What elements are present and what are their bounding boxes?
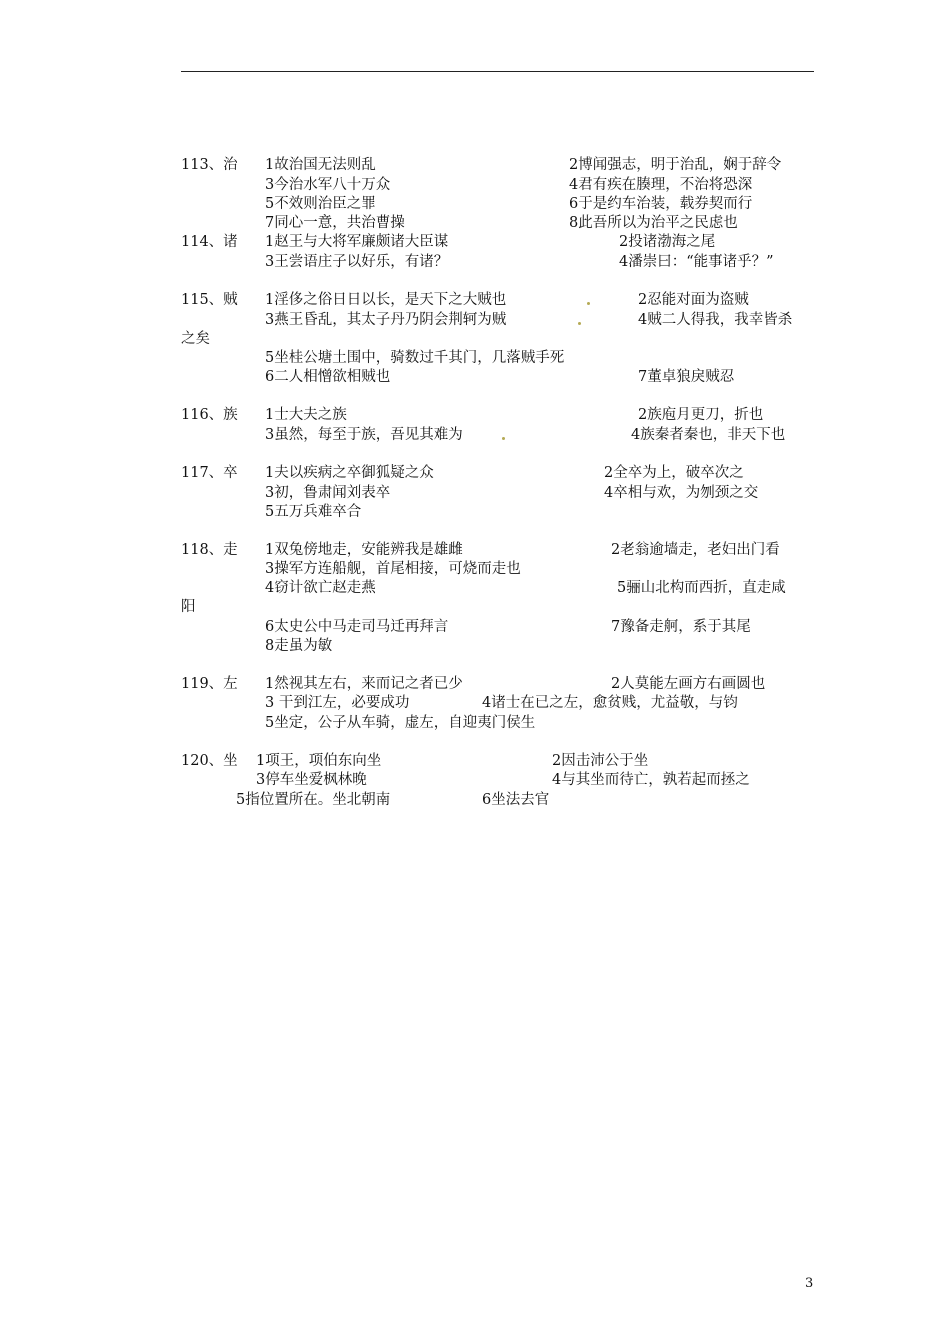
example-line: 3初，鲁肃闻刘表卒	[265, 485, 391, 501]
example-line: 1故治国无法则乱	[265, 157, 376, 173]
example-line: 8此吾所以为治平之民虑也	[569, 215, 738, 231]
entry-119-heading: 119、左	[181, 676, 238, 692]
example-line: 3 干到江左，必要成功	[265, 695, 410, 711]
example-line: 4君有疾在腠理，不治将恐深	[569, 177, 753, 193]
example-line: 1士大夫之族	[265, 407, 347, 423]
example-line: 4贼二人得我，我幸皆杀	[638, 312, 793, 328]
example-line: 1淫侈之俗日日以长，是天下之大贼也	[265, 292, 507, 308]
example-line: 1赵王与大将军廉颇诸大臣谋	[265, 234, 449, 250]
example-line: 4卒相与欢，为刎颈之交	[604, 485, 759, 501]
example-line: 2老翁逾墙走，老妇出门看	[611, 542, 780, 558]
example-line: 3操军方连船舰，首尾相接，可烧而走也	[265, 561, 521, 577]
example-line: 3虽然，每至于族，吾见其难为	[265, 427, 463, 443]
example-line: 6坐法去官	[482, 792, 550, 808]
example-line: 3王尝语庄子以好乐，有诸？	[265, 254, 449, 270]
example-line: 2博闻强志，明于治乱，娴于辞令	[569, 157, 782, 173]
example-line: 4族秦者秦也，非天下也	[631, 427, 786, 443]
example-line: 5指位置所在。坐北朝南	[236, 792, 391, 808]
header-rule	[181, 71, 814, 72]
entry-116-heading: 116、族	[181, 407, 238, 423]
example-line: 3停车坐爱枫林晚	[256, 772, 367, 788]
example-line: 7董卓狼戾贼忍	[638, 369, 735, 385]
ink-dot	[502, 437, 505, 440]
example-line: 8走虽为敏	[265, 638, 333, 654]
example-line: 6二人相憎欲相贼也	[265, 369, 391, 385]
example-line: 1项王，项伯东向坐	[256, 753, 382, 769]
example-line: 5不效则治臣之罪	[265, 196, 376, 212]
example-line: 5坐桂公塘土围中，骑数过千其门，几落贼手死	[265, 350, 565, 366]
ink-dot	[587, 302, 590, 305]
example-line: 1夫以疾病之卒御狐疑之众	[265, 465, 434, 481]
example-line: 7同心一意，共治曹操	[265, 215, 405, 231]
example-line: 6于是约车治装，载券契而行	[569, 196, 753, 212]
example-line: 2全卒为上，破卒次之	[604, 465, 744, 481]
entry-117-heading: 117、卒	[181, 465, 238, 481]
example-line: 1双兔傍地走，安能辨我是雄雌	[265, 542, 463, 558]
example-line: 4窃计欲亡赵走燕	[265, 580, 376, 596]
example-line: 2忍能对面为盗贼	[638, 292, 749, 308]
example-line: 2族庖月更刀，折也	[638, 407, 764, 423]
example-line: 4诸士在已之左，愈贫贱，尤益敬，与钧	[482, 695, 738, 711]
example-line: 5五万兵难卒合	[265, 504, 362, 520]
example-line: 5骊山北构而西折，直走咸	[617, 580, 786, 596]
entry-114-heading: 114、诸	[181, 234, 238, 250]
entry-113-heading: 113、治	[181, 157, 238, 173]
entry-120-heading: 120、坐	[181, 753, 238, 769]
example-line: 2投诸渤海之尾	[619, 234, 716, 250]
entry-118-heading: 118、走	[181, 542, 238, 558]
example-line: 7豫备走舸，系于其尾	[611, 619, 751, 635]
example-line: 3燕王昏乱，其太子丹乃阴会荆轲为贼	[265, 312, 507, 328]
ink-dot	[578, 322, 581, 325]
example-line: 4与其坐而待亡，孰若起而拯之	[552, 772, 750, 788]
example-line: 2人莫能左画方右画圆也	[611, 676, 766, 692]
example-line: 2因击沛公于坐	[552, 753, 649, 769]
example-line: 阳	[181, 599, 196, 615]
example-line: 3今治水军八十万众	[265, 177, 391, 193]
example-line: 1然视其左右，来而记之者已少	[265, 676, 463, 692]
example-line: 之矣	[181, 331, 210, 347]
page-number: 3	[805, 1276, 814, 1291]
example-line: 6太史公中马走司马迁再拜言	[265, 619, 449, 635]
entry-115-heading: 115、贼	[181, 292, 238, 308]
example-line: 4潘崇曰：“能事诸乎？”	[619, 254, 774, 270]
example-line: 5坐定，公子从车骑，虚左，自迎夷门侯生	[265, 715, 536, 731]
